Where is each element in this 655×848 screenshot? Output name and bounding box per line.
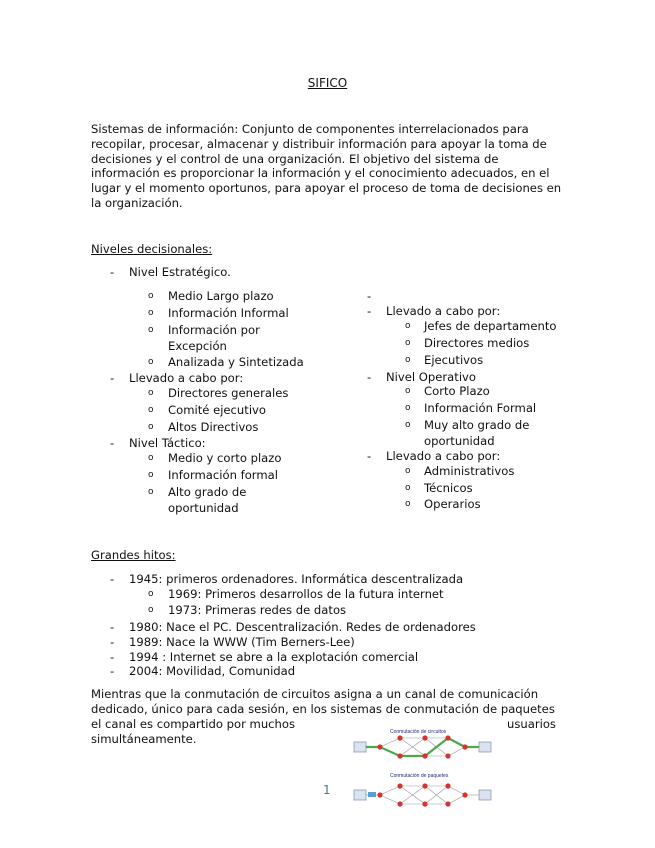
computer-icon [479, 742, 491, 752]
circle-bullet: o [148, 589, 154, 599]
circle-bullet: o [405, 386, 411, 396]
list-item: Operarios [424, 497, 481, 511]
hito-2004: 2004: Movilidad, Comunidad [129, 664, 296, 678]
llevado-a-cabo-1: Llevado a cabo por: [129, 371, 244, 385]
circle-bullet: o [405, 420, 411, 430]
hito-1980: 1980: Nace el PC. Descentralización. Redes de ordenadores [129, 620, 476, 634]
dash-bullet: - [367, 304, 372, 318]
nivel-tactico: Nivel Táctico: [129, 436, 206, 450]
circuit-network [354, 735, 491, 758]
dash-bullet: - [110, 664, 115, 678]
circle-bullet: o [405, 321, 411, 331]
conmutacion-line-4: simultáneamente. [91, 732, 197, 746]
hito-1945: 1945: primeros ordenadores. Informática descentralizada [129, 572, 464, 586]
dash-bullet: - [110, 635, 115, 649]
list-item: Excepción [168, 339, 227, 353]
circle-bullet: o [405, 355, 411, 365]
circle-bullet: o [148, 357, 154, 367]
circle-bullet: o [148, 487, 154, 497]
packet [368, 792, 376, 797]
dash-bullet: - [367, 449, 372, 463]
list-item: Medio Largo plazo [168, 289, 274, 303]
niveles-heading: Niveles decisionales: [91, 242, 213, 256]
circle-bullet: o [148, 291, 154, 301]
list-item: Medio y corto plazo [168, 451, 282, 465]
circle-bullet: o [148, 605, 154, 615]
llevado-a-cabo-2: Llevado a cabo por: [386, 304, 501, 318]
conmutacion-line-3a: el canal es compartido por muchos [91, 717, 296, 731]
list-item: Información por [168, 323, 260, 337]
list-item: Muy alto grado de [424, 418, 530, 432]
intro-paragraph: Sistemas de información: Conjunto de componentes interrelacionados para recopilar, procesar, almacenar y distribuir información para apoyar la toma de decisiones y el control de una organización. El objetivo del sistema de información es proporcionar la información y el conocimiento adecuados, en el lugar y el momento oportunos, para apoyar el proceso de toma de decisiones en la organización. [91, 122, 562, 210]
dash-bullet: - [110, 620, 115, 634]
list-item: Técnicos [424, 481, 473, 495]
dash-bullet: - [110, 650, 115, 664]
conmutacion-line-2: dedicado, único para cada sesión, en los sistemas de conmutación de paquetes [91, 702, 555, 716]
hito-1969: 1969: Primeros desarrollos de la futura internet [168, 587, 444, 601]
list-item: Administrativos [424, 464, 515, 478]
dash-bullet: - [367, 289, 372, 303]
dash-bullet: - [110, 572, 115, 586]
dash-bullet: - [367, 370, 372, 384]
hitos-heading: Grandes hitos: [91, 548, 176, 562]
circle-bullet: o [405, 466, 411, 476]
dash-bullet: - [110, 436, 115, 450]
nivel-operativo: Nivel Operativo [386, 370, 477, 384]
circle-bullet: o [148, 308, 154, 318]
diagram-bottom-label: Conmutación de paquetes [390, 773, 449, 779]
circle-bullet: o [148, 453, 154, 463]
list-item: oportunidad [168, 501, 239, 515]
list-item: Directores generales [168, 386, 289, 400]
hito-1973: 1973: Primeras redes de datos [168, 603, 347, 617]
list-item: Información formal [168, 468, 278, 482]
list-item: oportunidad [424, 434, 495, 448]
page-title: SIFICO [307, 76, 348, 90]
circle-bullet: o [148, 388, 154, 398]
hito-1989: 1989: Nace la WWW (Tim Berners-Lee) [129, 635, 355, 649]
page-number: 1 [323, 783, 331, 797]
list-item: Analizada y Sintetizada [168, 355, 304, 369]
list-item: Ejecutivos [424, 353, 484, 367]
packet-network [354, 783, 491, 806]
circle-bullet: o [405, 338, 411, 348]
switching-diagram [350, 726, 495, 812]
computer-icon [354, 742, 366, 752]
conmutacion-line-3b: usuarios [507, 717, 556, 731]
llevado-a-cabo-3: Llevado a cabo por: [386, 449, 501, 463]
hito-1994: 1994 : Internet se abre a la explotación comercial [129, 650, 419, 664]
list-item: Altos Directivos [168, 420, 259, 434]
circuit-path [366, 738, 479, 756]
circle-bullet: o [148, 405, 154, 415]
circle-bullet: o [148, 422, 154, 432]
circle-bullet: o [405, 403, 411, 413]
nivel-estrategico: Nivel Estratégico. [129, 265, 231, 279]
list-item: Información Formal [424, 401, 537, 415]
list-item: Información Informal [168, 306, 289, 320]
circle-bullet: o [148, 470, 154, 480]
circle-bullet: o [405, 499, 411, 509]
list-item: Jefes de departamento [424, 319, 557, 333]
list-item: Comité ejecutivo [168, 403, 266, 417]
list-item: Directores medios [424, 336, 530, 350]
diagram-top-label: Conmutación de circuitos [390, 729, 447, 735]
dash-bullet: - [110, 371, 115, 385]
dash-bullet: - [110, 265, 115, 279]
circle-bullet: o [405, 483, 411, 493]
list-item: Corto Plazo [424, 384, 490, 398]
circle-bullet: o [148, 325, 154, 335]
list-item: Alto grado de [168, 485, 247, 499]
computer-icon [479, 790, 491, 800]
computer-icon [354, 790, 366, 800]
conmutacion-line-1: Mientras que la conmutación de circuitos asigna a un canal de comunicación [91, 687, 539, 701]
